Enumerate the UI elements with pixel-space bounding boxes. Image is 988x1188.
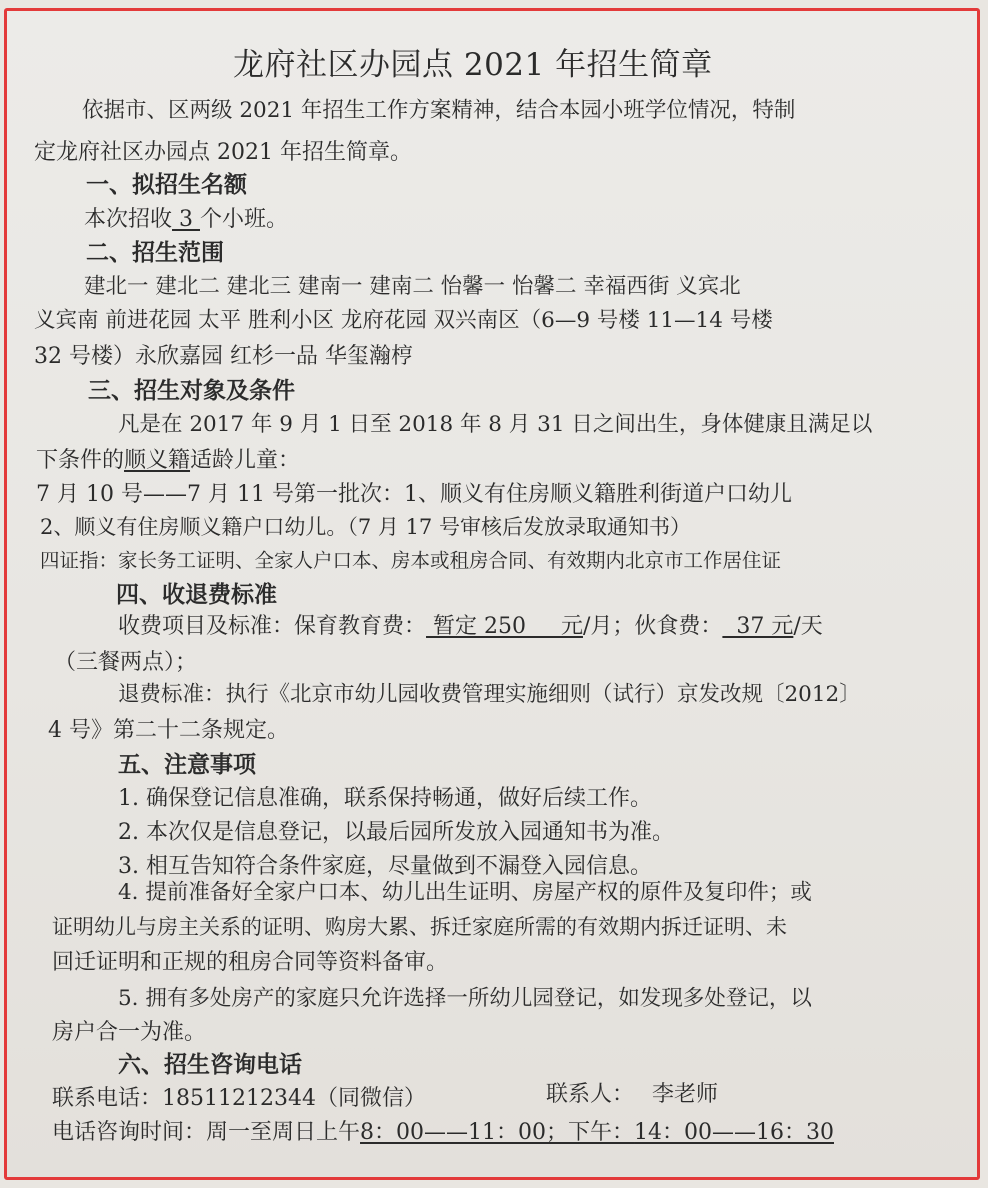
eligibility-pre: 下条件的 <box>36 448 125 473</box>
note-item-3: 3. 相互告知符合条件家庭，尽量做到不漏登入园信息。 <box>118 854 652 879</box>
enrollment-count-post: 个小班。 <box>200 207 289 232</box>
section-4-heading: 四、收退费标准 <box>116 582 277 608</box>
enrollment-count-pre: 本次招收 <box>84 207 173 232</box>
eligibility-post: 适龄儿童： <box>190 448 301 473</box>
enrollment-count-value: 3 <box>172 207 200 232</box>
batch-line-1: 7 月 10 号——7 月 11 号第一批次：1、顺义有住房顺义籍胜利街道户口幼儿 <box>36 482 792 507</box>
hours-pre: 电话咨询时间：周一至周日上午 <box>52 1120 361 1145</box>
section-3-heading: 三、招生对象及条件 <box>88 378 295 404</box>
phone-label: 联系电话： <box>52 1086 163 1111</box>
fee-line-1 <box>118 612 823 642</box>
eligibility-line-2 <box>36 446 300 476</box>
tuition-fee: 暂定 250 元 <box>426 614 583 639</box>
refund-line-1: 退费标准：执行《北京市幼儿园收费管理实施细则（试行）京发改规〔2012〕 <box>118 682 861 707</box>
enrollment-count-line <box>84 205 288 235</box>
note-item-4-line-2: 证明幼儿与房主关系的证明、购房大累、拆迁家庭所需的有效期内拆迁证明、未 <box>52 915 787 939</box>
fee-post: /天 <box>793 614 823 639</box>
section-2-heading: 二、招生范围 <box>86 240 224 266</box>
hours-line <box>52 1118 834 1148</box>
hours-afternoon: 14：00——16：30 <box>634 1120 834 1145</box>
fee-mid: /月；伙食费： <box>582 614 723 639</box>
area-line-3: 32 号楼）永欣嘉园 红杉一品 华玺瀚梈 <box>34 344 413 369</box>
note-item-4-line-3: 回迁证明和正规的租房合同等资料备审。 <box>52 950 449 975</box>
area-line-2: 义宾南 前进花园 太平 胜利小区 龙府花园 双兴南区（6—9 号楼 11—14 号楼 <box>34 308 773 333</box>
area-line-1: 建北一 建北二 建北三 建南一 建南二 怡馨一 怡馨二 幸福西街 义宾北 <box>84 274 741 299</box>
phone-line <box>52 1084 426 1114</box>
eligibility-line-1: 凡是在 2017 年 9 月 1 日至 2018 年 8 月 31 日之间出生，身体健康且满足以 <box>118 412 873 437</box>
contact-name: 李老师 <box>652 1082 719 1107</box>
document-title: 龙府社区办园点 2021 年招生简章 <box>233 47 713 83</box>
batch-line-2: 2、顺义有住房顺义籍户口幼儿。（7 月 17 号审核后发放录取通知书） <box>40 515 691 539</box>
fee-pre: 收费项目及标准：保育教育费： <box>118 614 427 639</box>
note-item-4-line-1: 4. 提前准备好全家户口本、幼儿出生证明、房屋产权的原件及复印件；或 <box>118 880 812 905</box>
hours-afternoon-label: 下午： <box>568 1120 635 1145</box>
contact-line <box>546 1080 718 1110</box>
meal-fee: 37 元 <box>722 614 794 639</box>
section-5-heading: 五、注意事项 <box>118 752 256 778</box>
four-certificates-line: 四证指：家长务工证明、全家人户口本、房本或租房合同、有效期内北京市工作居住证 <box>40 549 782 572</box>
note-item-5-line-2: 房户合一为准。 <box>52 1020 207 1045</box>
eligibility-hukou: 顺义籍 <box>124 448 191 473</box>
hours-morning: 8：00——11：00； <box>360 1120 568 1145</box>
section-6-heading: 六、招生咨询电话 <box>118 1052 302 1078</box>
note-item-2: 2. 本次仅是信息登记，以最后园所发放入园通知书为准。 <box>118 820 674 845</box>
intro-line-2: 定龙府社区办园点 2021 年招生简章。 <box>34 140 412 165</box>
contact-label: 联系人： <box>546 1082 635 1107</box>
intro-line-1: 依据市、区两级 2021 年招生工作方案精神，结合本园小班学位情况，特制 <box>82 98 796 123</box>
section-1-heading: 一、拟招生名额 <box>86 172 247 198</box>
note-item-5-line-1: 5. 拥有多处房产的家庭只允许选择一所幼儿园登记，如发现多处登记，以 <box>118 986 812 1011</box>
refund-line-2: 4 号》第二十二条规定。 <box>48 718 289 743</box>
note-item-1: 1. 确保登记信息准确，联系保持畅通，做好后续工作。 <box>118 786 652 811</box>
phone-number: 18511212344（同微信） <box>162 1086 426 1111</box>
fee-line-2: （三餐两点）； <box>54 650 198 675</box>
